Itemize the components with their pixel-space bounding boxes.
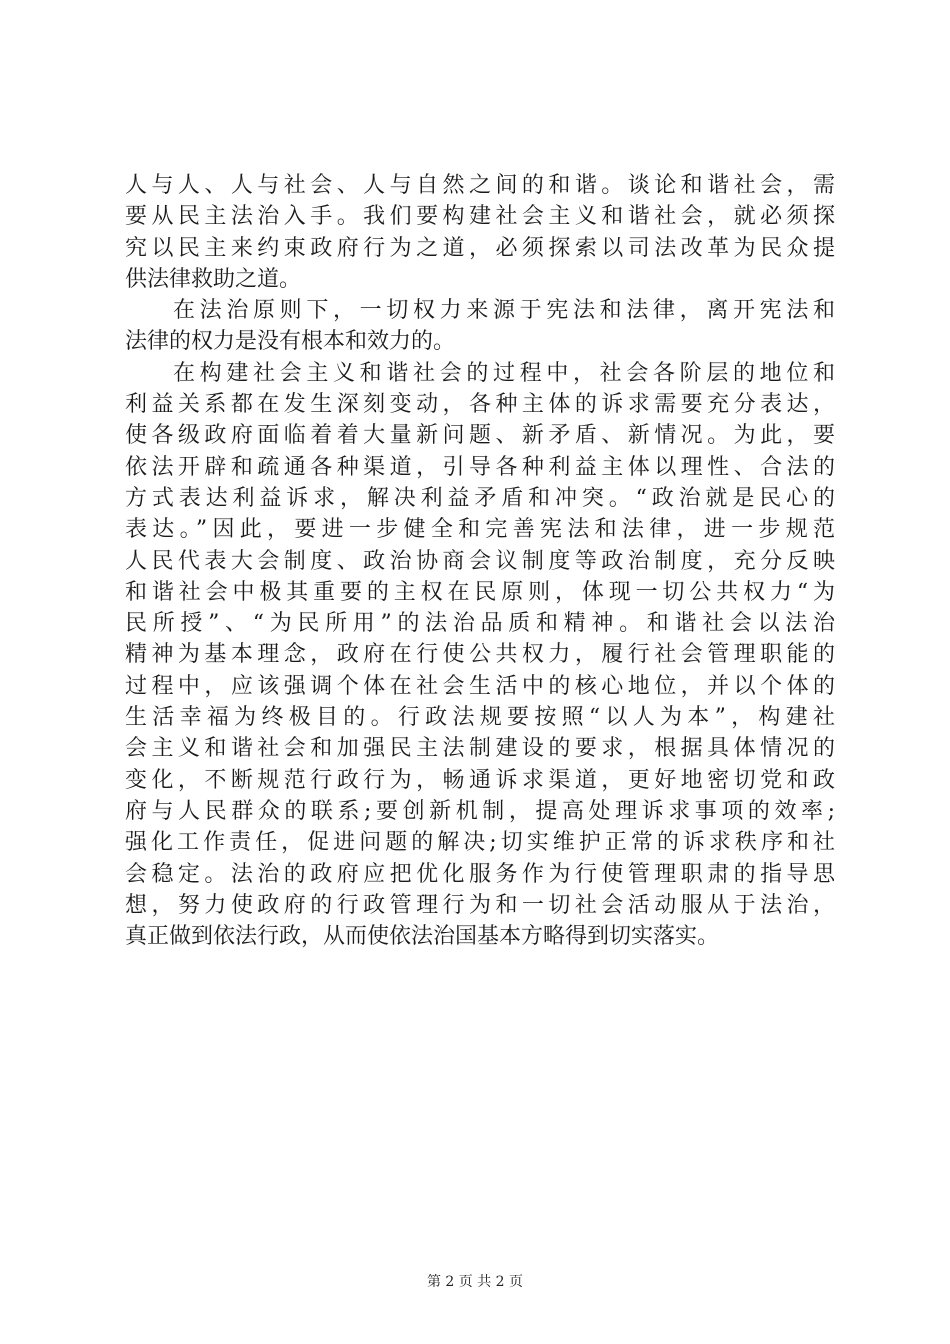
text-line: 真正做到依法行政，从而使依法治国基本方略得到切实落实。 bbox=[125, 924, 720, 950]
text-line: 要从民主法治入手。我们要构建社会主义和谐社会，就必须探 bbox=[125, 204, 835, 230]
text-line: 人民代表大会制度、政治协商会议制度等政治制度，充分反映 bbox=[125, 548, 835, 574]
page-number-label: 第 2 页 共 2 页 bbox=[426, 1274, 524, 1290]
text-line: 民所授”、“为民所用”的法治品质和精神。和谐社会以法治 bbox=[125, 611, 835, 637]
text-line: 使各级政府面临着着大量新问题、新矛盾、新情况。为此，要 bbox=[125, 423, 835, 449]
text-line: 精神为基本理念，政府在行使公共权力，履行社会管理职能的 bbox=[125, 642, 835, 668]
text-line: 表达。”因此，要进一步健全和完善宪法和法律，进一步规范 bbox=[125, 517, 835, 543]
text-line: 在法治原则下，一切权力来源于宪法和法律，离开宪法和 bbox=[173, 298, 835, 324]
text-line: 府与人民群众的联系;要创新机制，提高处理诉求事项的效率; bbox=[125, 798, 835, 824]
text-line: 会稳定。法治的政府应把优化服务作为行使管理职肃的指导思 bbox=[125, 861, 835, 887]
text-line: 会主义和谐社会和加强民主法制建设的要求，根据具体情况的 bbox=[125, 736, 835, 762]
text-line: 供法律救助之道。 bbox=[125, 266, 302, 292]
text-line: 人与人、人与社会、人与自然之间的和谐。谈论和谐社会，需 bbox=[125, 173, 835, 198]
text-line: 强化工作责任，促进问题的解决;切实维护正常的诉求秩序和社 bbox=[125, 830, 835, 856]
text-line: 方式表达利益诉求，解决利益矛盾和冲突。“政治就是民心的 bbox=[125, 485, 835, 511]
text-line: 究以民主来约束政府行为之道，必须探索以司法改革为民众提 bbox=[125, 235, 835, 261]
text-line: 变化，不断规范行政行为，畅通诉求渠道，更好地密切党和政 bbox=[125, 767, 835, 793]
text-line: 在构建社会主义和谐社会的过程中，社会各阶层的地位和 bbox=[173, 360, 835, 386]
text-line: 法律的权力是没有根本和效力的。 bbox=[125, 329, 456, 355]
text-line: 想，努力使政府的行政管理行为和一切社会活动服从于法治， bbox=[125, 892, 835, 918]
text-line: 和谐社会中极其重要的主权在民原则，体现一切公共权力“为 bbox=[125, 579, 835, 605]
text-line: 利益关系都在发生深刻变动，各种主体的诉求需要充分表达， bbox=[125, 392, 835, 418]
text-line: 依法开辟和疏通各种渠道，引导各种利益主体以理性、合法的 bbox=[125, 454, 835, 480]
page-footer bbox=[0, 1272, 950, 1292]
text-line: 生活幸福为终极目的。行政法规要按照“以人为本”，构建社 bbox=[125, 705, 835, 731]
body-text bbox=[125, 170, 835, 952]
text-line: 过程中，应该强调个体在社会生活中的核心地位，并以个体的 bbox=[125, 673, 835, 699]
